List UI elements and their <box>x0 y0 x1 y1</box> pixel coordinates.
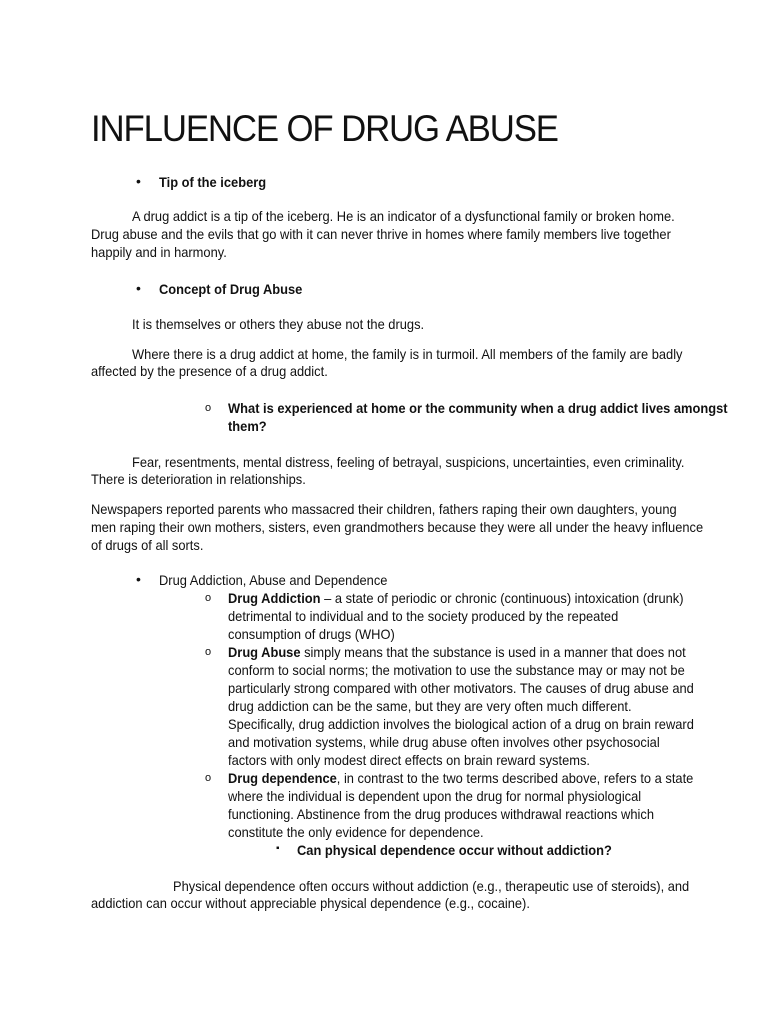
sub-bullet-marker: o <box>205 592 212 604</box>
paragraph-line: happily and in harmony. <box>91 244 227 260</box>
bullet-marker: • <box>136 173 141 189</box>
section-heading-tip: Tip of the iceberg <box>159 174 267 190</box>
paragraph-line: A drug addict is a tip of the iceberg. He is an indicator of a dysfunctional family or broken home. <box>132 208 675 224</box>
sub-bullet-marker: o <box>205 402 212 414</box>
paragraph-line: Newspapers reported parents who massacred their children, fathers raping their own daughters, young <box>91 501 677 517</box>
term-drug-addiction: Drug Addiction <box>228 590 321 606</box>
bullet-marker: • <box>136 571 141 587</box>
definition-text: , in contrast to the two terms described above, refers to a state <box>336 770 694 786</box>
sub-heading-line: them? <box>228 418 267 434</box>
paragraph-line: Physical dependence often occurs without addiction (e.g., therapeutic use of steroids), and <box>173 878 690 894</box>
definition-line: factors with only modest direct effects on brain reward systems. <box>228 752 590 768</box>
definition-line: where the individual is dependent upon the drug for normal physiological <box>228 788 642 804</box>
paragraph-line: There is deterioration in relationships. <box>91 471 306 487</box>
definition-line <box>228 643 686 661</box>
paragraph-line: men raping their own mothers, sisters, even grandmothers because they were all under the heavy influence <box>91 519 704 535</box>
paragraph-line: Fear, resentments, mental distress, feeling of betrayal, suspicions, uncertainties, even criminality. <box>132 454 685 470</box>
section-heading-addiction: Drug Addiction, Abuse and Dependence <box>159 572 388 588</box>
paragraph-line: affected by the presence of a drug addict. <box>91 363 328 379</box>
page-title: INFLUENCE OF DRUG ABUSE <box>91 108 558 149</box>
section-heading-concept: Concept of Drug Abuse <box>159 281 303 297</box>
definition-text: – a state of periodic or chronic (continuous) intoxication (drunk) <box>320 590 684 606</box>
definition-line: constitute the only evidence for dependence. <box>228 824 484 840</box>
definition-line: consumption of drugs (WHO) <box>228 626 395 642</box>
definition-line: conform to social norms; the motivation to use the substance may or may not be <box>228 662 685 678</box>
term-drug-abuse: Drug Abuse <box>228 644 301 660</box>
paragraph-line: Where there is a drug addict at home, the family is in turmoil. All members of the family are badly <box>132 346 683 362</box>
definition-line: Specifically, drug addiction involves the biological action of a drug on brain reward <box>228 716 694 732</box>
square-bullet-marker: ▪ <box>276 843 280 854</box>
definition-line: drug addiction can be the same, but they are very often much different. <box>228 698 632 714</box>
definition-line: functioning. Abstinence from the drug produces withdrawal reactions which <box>228 806 655 822</box>
bullet-marker: • <box>136 280 141 296</box>
term-drug-dependence: Drug dependence <box>228 770 337 786</box>
definition-line <box>228 589 684 607</box>
definition-text: simply means that the substance is used in a manner that does not <box>300 644 686 660</box>
question-heading: Can physical dependence occur without addiction? <box>297 842 612 858</box>
definition-line: detrimental to individual and to the society produced by the repeated <box>228 608 619 624</box>
paragraph-line: addiction can occur without appreciable physical dependence (e.g., cocaine). <box>91 895 530 911</box>
paragraph-line: Drug abuse and the evils that go with it can never thrive in homes where family members live together <box>91 226 671 242</box>
definition-line: particularly strong compared with other motivators. The causes of drug abuse and <box>228 680 694 696</box>
sub-bullet-marker: o <box>205 646 212 658</box>
sub-heading-line: What is experienced at home or the community when a drug addict lives amongst <box>228 400 728 416</box>
definition-line: and motivation systems, while drug abuse often involves other psychosocial <box>228 734 660 750</box>
definition-line <box>228 769 693 787</box>
paragraph-line: of drugs of all sorts. <box>91 537 204 553</box>
paragraph-line: It is themselves or others they abuse not the drugs. <box>132 316 425 332</box>
sub-bullet-marker: o <box>205 772 212 784</box>
